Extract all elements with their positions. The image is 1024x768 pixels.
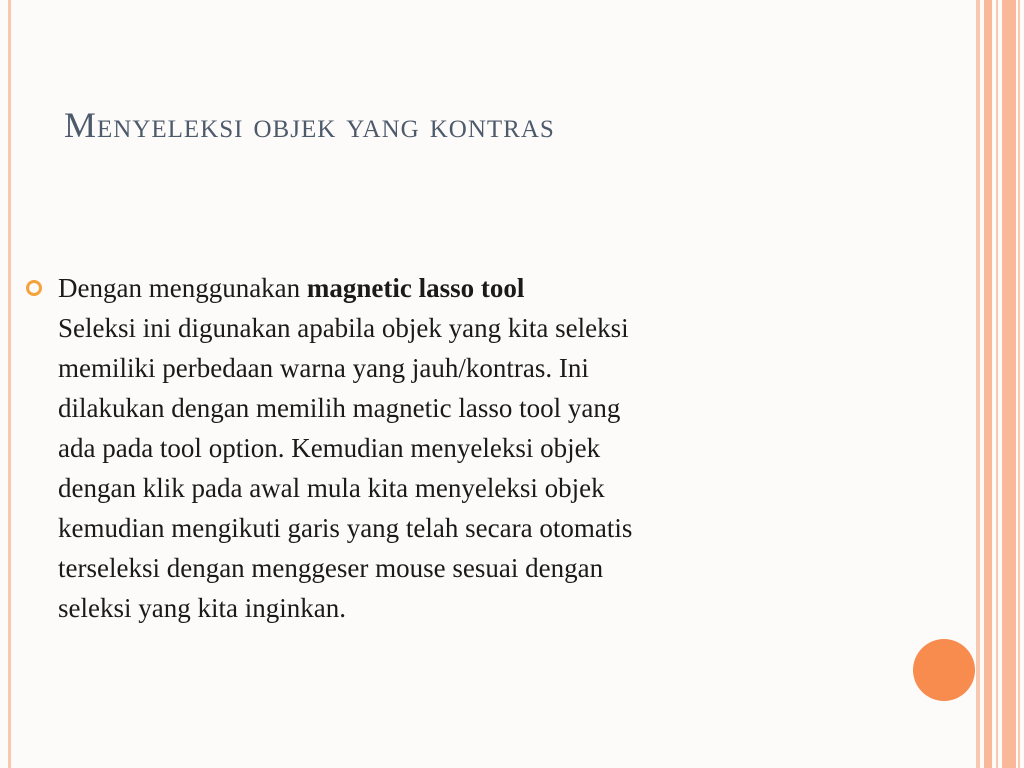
right-stripe xyxy=(976,0,980,768)
right-stripe xyxy=(996,0,998,768)
body-line: terseleksi dengan menggeser mouse sesuai dengan xyxy=(58,553,604,583)
body-paragraph xyxy=(26,308,918,628)
ring-bullet-icon xyxy=(26,280,42,296)
body-line: Seleksi ini digunakan apabila objek yang kita seleksi xyxy=(58,313,629,343)
bullet-item xyxy=(26,268,926,308)
bullet-emphasis-text: magnetic lasso tool xyxy=(306,273,525,303)
left-border-line xyxy=(8,0,11,768)
slide-title: Menyeleksi objek yang kontras xyxy=(64,105,555,145)
right-stripe xyxy=(1018,0,1020,768)
slide-content xyxy=(26,268,926,628)
body-line: kemudian mengikuti garis yang telah secara otomatis xyxy=(58,513,633,543)
body-line: dengan klik pada awal mula kita menyeleksi objek xyxy=(58,473,605,503)
circle-decoration xyxy=(913,639,975,701)
body-line: ada pada tool option. Kemudian menyeleksi objek xyxy=(58,433,601,463)
bullet-intro-text: Dengan menggunakan xyxy=(58,273,307,303)
body-line: memiliki perbedaan warna yang jauh/kontras. Ini xyxy=(58,353,589,383)
body-line: dilakukan dengan memilih magnetic lasso tool yang xyxy=(58,393,621,423)
right-stripe xyxy=(984,0,992,768)
body-line: seleksi yang kita inginkan. xyxy=(58,593,346,623)
right-stripe xyxy=(1002,0,1016,768)
